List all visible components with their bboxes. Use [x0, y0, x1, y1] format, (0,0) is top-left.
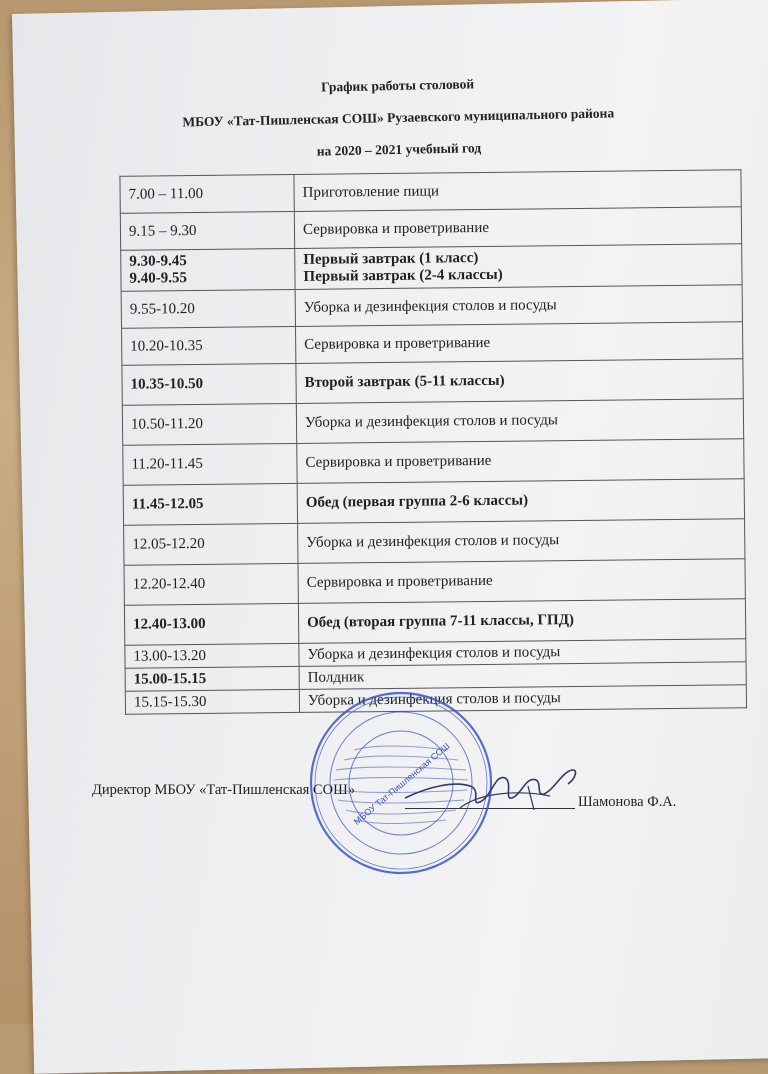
time-cell	[121, 248, 295, 291]
stamp-text: МБОУ Тат-Пишленская СОШ	[351, 740, 452, 827]
activity-cell: Уборка и дезинфекция столов и посуды	[295, 285, 742, 327]
activity-cell: Полдник	[299, 662, 746, 690]
table-row	[122, 399, 743, 446]
document-subtitle-year: на 2020 – 2021 учебный год	[316, 140, 482, 159]
activity-cell: Обед (вторая группа 7-11 классы, ГПД)	[298, 599, 745, 644]
table-row	[121, 244, 742, 292]
table-row	[123, 479, 744, 526]
table-row	[124, 599, 745, 646]
schedule-table	[119, 169, 747, 714]
time-cell: 11.20-11.45	[123, 443, 297, 485]
time-cell: 9.55-10.20	[121, 289, 295, 328]
activity-cell: Приготовление пищи	[294, 170, 741, 212]
table-row	[124, 519, 745, 566]
activity-cell: Уборка и дезинфекция столов и посуды	[298, 519, 745, 564]
time-cell: 12.20-12.40	[124, 563, 298, 605]
activity-line: Первый завтрак (1 класс)	[303, 250, 479, 268]
time-cell: 12.05-12.20	[124, 523, 298, 565]
time-line: 9.30-9.45	[129, 253, 187, 270]
activity-cell: Уборка и дезинфекция столов и посуды	[299, 685, 746, 713]
time-cell: 15.00-15.15	[125, 666, 299, 691]
activity-line: Первый завтрак (2-4 классы)	[303, 266, 503, 285]
activity-cell: Второй завтрак (5-11 классы)	[296, 359, 743, 404]
time-cell: 10.20-10.35	[122, 326, 296, 365]
activity-cell: Сервировка и проветривание	[294, 207, 741, 249]
table-row	[123, 439, 744, 486]
activity-cell	[295, 244, 742, 290]
activity-cell: Уборка и дезинфекция столов и посуды	[296, 399, 743, 444]
table-row	[121, 285, 742, 329]
time-cell: 10.50-11.20	[122, 403, 296, 445]
time-cell: 11.45-12.05	[123, 483, 297, 525]
time-cell: 15.15-15.30	[125, 689, 299, 714]
handwritten-signature	[400, 756, 585, 816]
activity-cell: Сервировка и проветривание	[297, 439, 744, 484]
activity-cell: Сервировка и проветривание	[295, 322, 742, 364]
time-cell: 10.35-10.50	[122, 363, 296, 405]
document-title: График работы столовой	[320, 76, 475, 95]
document-subtitle-school: МБОУ «Тат-Пишленская СОШ» Рузаевского муниципального района	[182, 105, 615, 130]
activity-cell: Сервировка и проветривание	[298, 559, 745, 604]
activity-cell: Уборка и дезинфекция столов и посуды	[299, 639, 746, 667]
table-row	[122, 359, 743, 406]
director-label: Директор МБОУ «Тат-Пишленская СОШ»	[92, 782, 355, 798]
paper-sheet	[12, 0, 768, 1074]
time-line: 9.40-9.55	[129, 270, 188, 287]
signer-name: Шамонова Ф.А.	[578, 794, 677, 810]
time-cell: 12.40-13.00	[124, 603, 298, 645]
activity-cell: Обед (первая группа 2-6 классы)	[297, 479, 744, 524]
time-cell: 9.15 – 9.30	[120, 211, 294, 250]
table-row	[124, 559, 745, 606]
time-cell: 13.00-13.20	[125, 643, 299, 668]
time-cell: 7.00 – 11.00	[120, 174, 294, 213]
